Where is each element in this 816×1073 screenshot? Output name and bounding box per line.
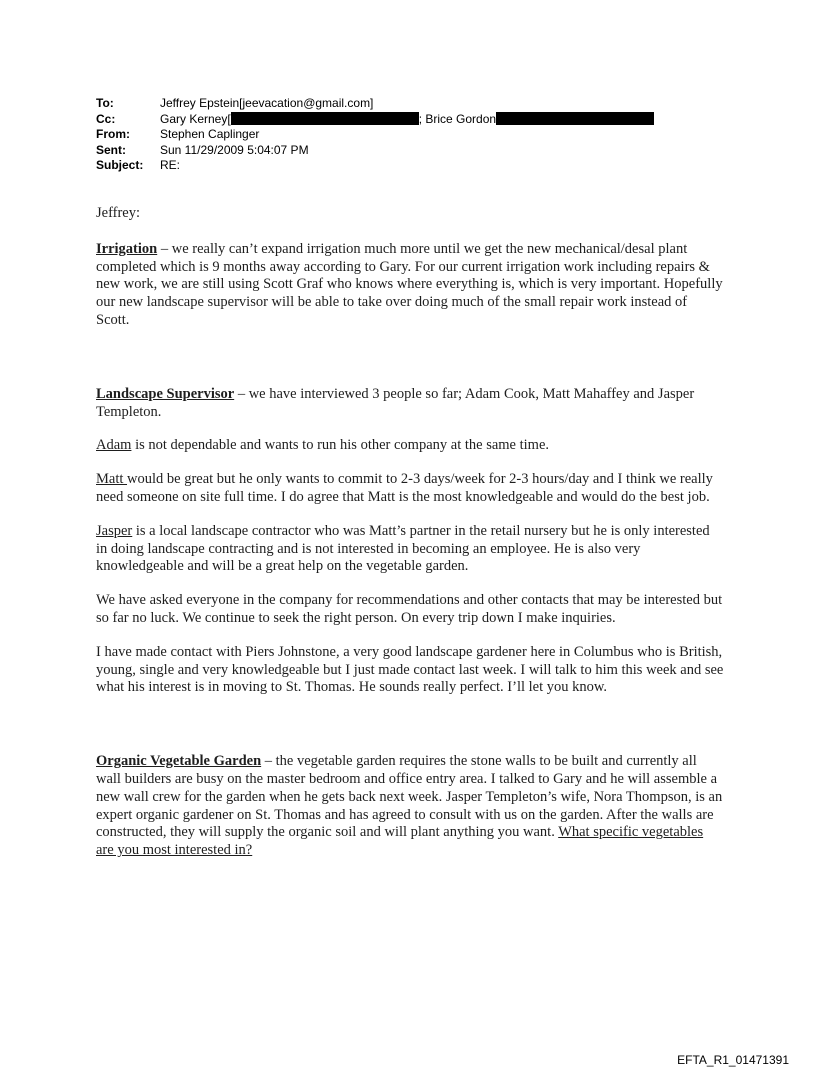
greeting: Jeffrey: xyxy=(96,205,141,221)
recommendations-paragraph: We have asked everyone in the company for recommendations and other contacts that may be interested but so far no luck. We continue to seek the right person. On every trip down I make inquiries. xyxy=(96,592,723,626)
redaction-bar xyxy=(231,112,419,125)
irrigation-text: – we really can’t expand irrigation much more until we get the new mechanical/desal plant completed which is 9 months away according to Gary. For our current irrigation work including repairs & new work, we are still using Scott Graf who knows where everything is, which is very important. Hopefully our new landscape supervisor will be able to take over doing much of the small repair work instead of Scott. xyxy=(96,240,723,328)
to-value: Jeffrey Epstein[jeevacation@gmail.com] xyxy=(160,96,374,110)
landscape-supervisor-heading: Landscape Supervisor xyxy=(96,385,235,402)
matt-name: Matt xyxy=(96,471,128,488)
matt-paragraph xyxy=(96,471,724,507)
jasper-name: Jasper xyxy=(96,522,133,539)
garden-heading: Organic Vegetable Garden xyxy=(96,753,262,770)
cc-label: Cc: xyxy=(96,111,116,126)
matt-text: would be great but he only wants to commit to 2-3 days/week for 2-3 hours/day and I think we really need someone on site full time. I do agree that Matt is the most knowledgeable and would do the best job. xyxy=(96,471,713,505)
adam-text: is not dependable and wants to run his other company at the same time. xyxy=(131,437,550,454)
cc-value xyxy=(160,112,654,128)
sent-value: Sun 11/29/2009 5:04:07 PM xyxy=(160,142,309,157)
from-value: Stephen Caplinger xyxy=(160,127,260,142)
subject-label: Subject: xyxy=(96,158,144,173)
jasper-paragraph xyxy=(96,523,724,576)
adam-name: Adam xyxy=(96,437,132,454)
adam-paragraph xyxy=(96,437,724,455)
cc-name-brice: ; Brice Gordon xyxy=(418,111,497,126)
to-label: To: xyxy=(96,96,114,110)
garden-paragraph xyxy=(96,753,724,860)
landscape-supervisor-text: – we have interviewed 3 people so far; Adam Cook, Matt Mahaffey and Jasper Templeton. xyxy=(96,385,695,420)
redaction-bar xyxy=(496,112,654,125)
jasper-text: is a local landscape contractor who was Matt’s partner in the retail nursery but he is only interested in doing landscape contracting and is not interested in becoming an employee. He is also very knowledgeable and will be a great help on the vegetable garden. xyxy=(96,522,710,575)
irrigation-heading: Irrigation xyxy=(96,240,158,257)
garden-text: – the vegetable garden requires the stone walls to be built and currently all wall builders are busy on the master bedroom and office entry area. I talked to Gary and he will assemble a new wall crew for the garden when he gets back next week. Jasper Templeton’s wife, Nora Thompson, is an expert organic gardener on St. Thomas and has agreed to consult with us on the garden. After the walls are constructed, they will supply the organic soil and will plant anything you want. xyxy=(96,753,723,841)
subject-value: RE: xyxy=(160,158,181,173)
sent-label: Sent: xyxy=(96,142,126,157)
irrigation-paragraph xyxy=(96,241,724,330)
piers-paragraph: I have made contact with Piers Johnstone, a very good landscape gardener here in Columbus who is British, young, single and very knowledgeable but I just made contact last week. I will talk to him this week and see what his interest is in moving to St. Thomas. He sounds really perfect. I’ll let you know. xyxy=(96,643,724,696)
garden-question: What specific vegetables are you most interested in? xyxy=(96,824,704,859)
cc-name-gary: Gary Kerney[ xyxy=(160,111,231,126)
email-body xyxy=(96,205,724,860)
landscape-supervisor-paragraph xyxy=(96,386,724,422)
document-id: EFTA_R1_01471391 xyxy=(677,1053,789,1067)
from-label: From: xyxy=(96,127,130,142)
